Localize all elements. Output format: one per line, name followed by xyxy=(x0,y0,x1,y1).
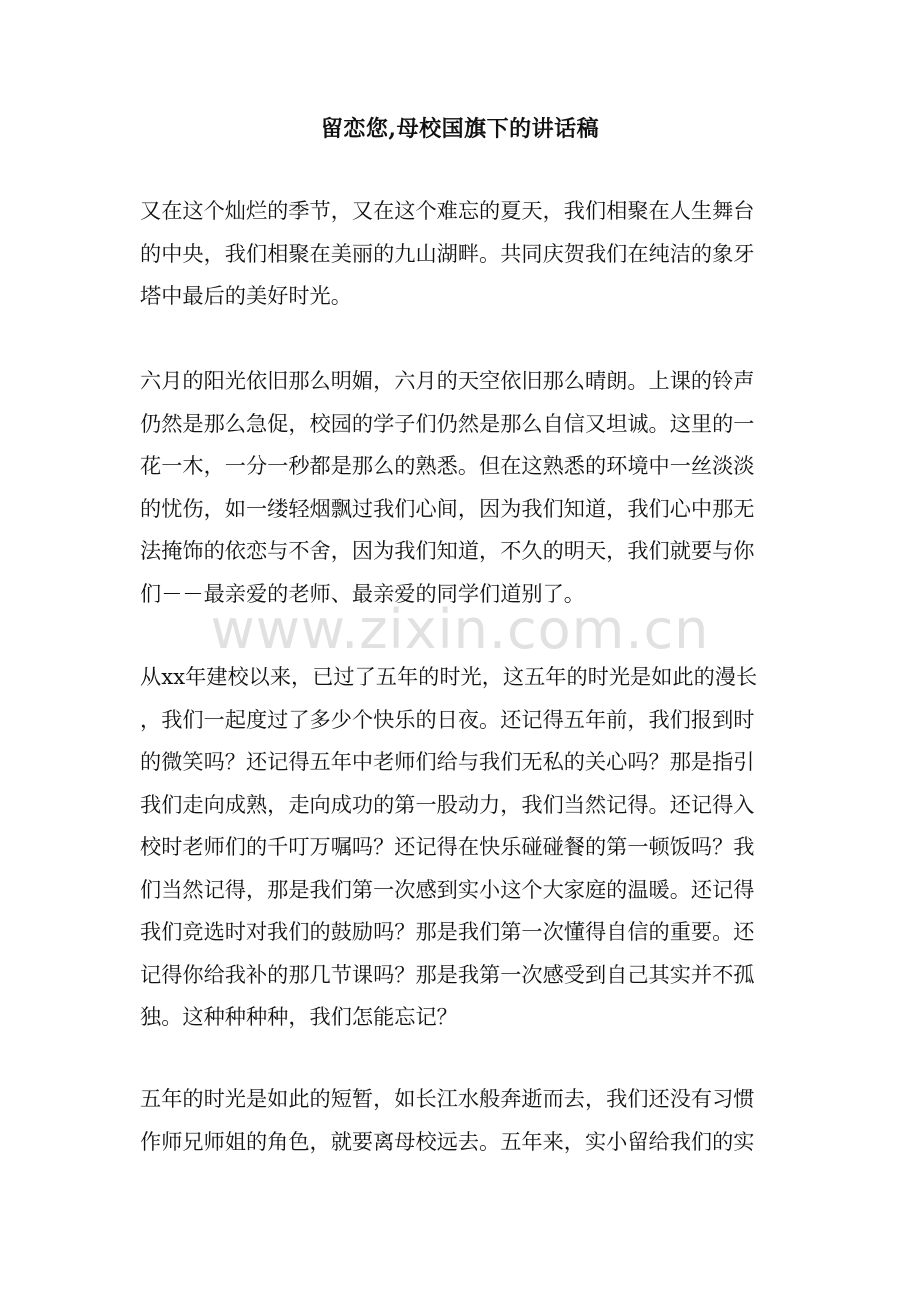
paragraph-line: 从xx年建校以来，已过了五年的时光，这五年的时光是如此的漫长 xyxy=(140,664,758,689)
paragraph-line: 我们走向成熟，走向成功的第一股动力，我们当然记得。还记得入 xyxy=(140,791,755,817)
paragraph-line: 们－－最亲爱的老师、最亲爱的同学们道别了。 xyxy=(140,580,585,606)
paragraph-line: 作师兄师姐的角色，就要离母校远去。五年来，实小留给我们的实 xyxy=(140,1128,755,1154)
paragraph-line: 法掩饰的依恋与不舍，因为我们知道，不久的明天，我们就要与你 xyxy=(140,538,755,563)
paragraph-line: 塔中最后的美好时光。 xyxy=(140,283,352,308)
paragraph-line: 仍然是那么急促，校园的学子们仍然是那么自信又坦诚。这里的一 xyxy=(140,410,755,436)
paragraph-2 xyxy=(140,360,776,615)
paragraph-line: ，我们一起度过了多少个快乐的日夜。还记得五年前，我们报到时 xyxy=(140,706,755,732)
watermark: www.zixin.com.cn xyxy=(210,598,710,661)
paragraph-3 xyxy=(140,656,776,1039)
paragraph-line: 记得你给我补的那几节课吗？那是我第一次感受到自己其实并不孤 xyxy=(140,961,755,987)
paragraph-line: 的微笑吗？还记得五年中老师们给与我们无私的关心吗？那是指引 xyxy=(140,749,755,774)
paragraph-line: 的忧伤，如一缕轻烟飘过我们心间，因为我们知道，我们心中那无 xyxy=(140,495,755,521)
paragraph-line: 花一木，一分一秒都是那么的熟悉。但在这熟悉的环境中一丝淡淡 xyxy=(140,453,755,478)
paragraph-4 xyxy=(140,1078,776,1163)
paragraph-line: 校时老师们的千叮万嘱吗？还记得在快乐碰碰餐的第一顿饭吗？我 xyxy=(140,834,755,859)
document-title: 留恋您,母校国旗下的讲话稿 xyxy=(320,116,600,142)
paragraph-1 xyxy=(140,190,776,318)
paragraph-line: 六月的阳光依旧那么明媚，六月的天空依旧那么晴朗。上课的铃声 xyxy=(140,368,755,393)
paragraph-line: 我们竞选时对我们的鼓励吗？那是我们第一次懂得自信的重要。还 xyxy=(140,919,755,944)
paragraph-line: 的中央，我们相聚在美丽的九山湖畔。共同庆贺我们在纯洁的象牙 xyxy=(140,240,755,266)
paragraph-line: 们当然记得，那是我们第一次感到实小这个大家庭的温暖。还记得 xyxy=(140,876,755,902)
paragraph-line: 独。这种种种种，我们怎能忘记？ xyxy=(140,1004,458,1029)
paragraph-line: 又在这个灿烂的季节，又在这个难忘的夏天，我们相聚在人生舞台 xyxy=(140,198,755,223)
paragraph-line: 五年的时光是如此的短暂，如长江水般奔逝而去，我们还没有习惯 xyxy=(140,1086,755,1111)
